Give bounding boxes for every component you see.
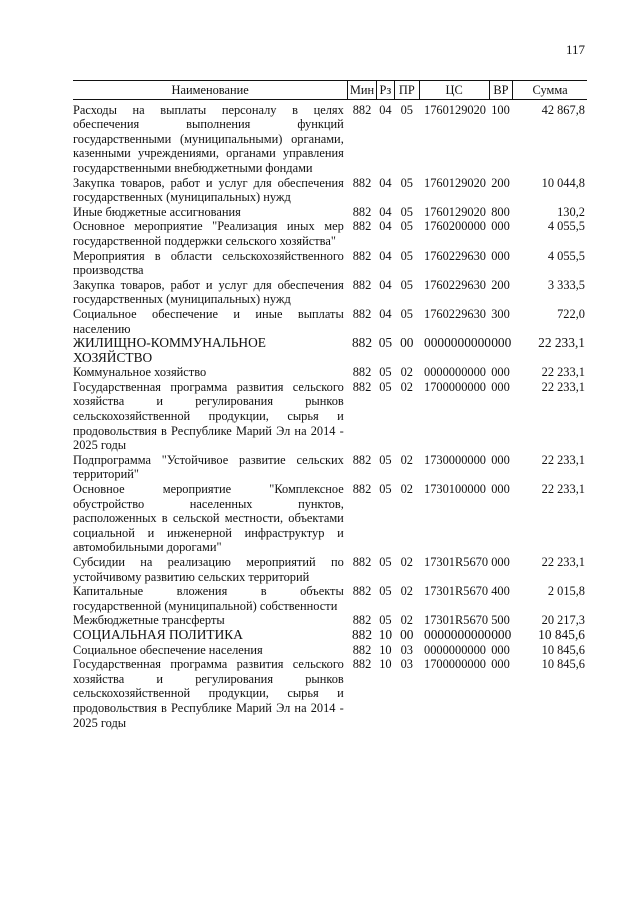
cell-pr: 05 (400, 102, 413, 117)
cell-sum: 22 233,1 (541, 379, 585, 394)
cell-min: 882 (351, 335, 373, 351)
cell-vr: 100 (491, 102, 510, 117)
cell-min: 882 (352, 248, 372, 263)
cell-rz: 04 (379, 306, 392, 321)
table-row (73, 584, 587, 613)
cell-sum: 10 845,6 (541, 642, 585, 657)
cell-cs: 1700000000 (424, 657, 486, 672)
cell-name: ЖИЛИЩНО-КОММУНАЛЬНОЕ ХОЗЯЙСТВО (73, 335, 266, 365)
cell-pr: 02 (400, 365, 413, 380)
table-row (73, 482, 587, 555)
cell-name: Подпрограмма "Устойчивое развитие сельских территорий" (73, 452, 344, 482)
cell-cs: 0000000000 (424, 365, 486, 380)
cell-name: Основное мероприятие "Комплексное обустройство населенных пунктов, расположенных в сельской местности, объектами социальной и инженерной инфраструктур и автомобильными дорогами" (73, 482, 344, 555)
cell-name: Мероприятия в области сельскохозяйственного производства (73, 248, 344, 278)
cell-min: 882 (352, 277, 372, 292)
header-min: Мин (348, 81, 376, 100)
cell-cs: 1760200000 (424, 219, 486, 234)
cell-sum: 10 044,8 (541, 175, 585, 190)
cell-name: Субсидии на реализацию мероприятий по устойчивому развитию сельских территорий (73, 555, 344, 584)
header-vr: ВР (489, 81, 512, 100)
cell-name: СОЦИАЛЬНАЯ ПОЛИТИКА (73, 626, 243, 642)
cell-min: 882 (352, 555, 372, 569)
cell-sum: 2 015,8 (547, 584, 585, 599)
cell-vr: 400 (491, 584, 510, 599)
cell-vr: 000 (491, 452, 510, 467)
cell-pr: 03 (400, 642, 413, 657)
cell-min: 882 (352, 452, 372, 467)
cell-rz: 04 (379, 277, 392, 292)
cell-vr: 500 (491, 613, 510, 628)
budget-table (73, 80, 587, 730)
cell-cs: 0000000000 (424, 626, 491, 642)
cell-vr: 000 (491, 555, 510, 569)
table-row (73, 278, 587, 307)
cell-min: 882 (352, 584, 372, 599)
cell-cs: 17301R5670 (424, 613, 489, 628)
cell-rz: 10 (379, 642, 392, 657)
cell-name: Закупка товаров, работ и услуг для обеспечения государственных (муниципальных) нужд (73, 277, 344, 307)
cell-pr: 05 (400, 175, 413, 190)
cell-sum: 10 845,6 (538, 626, 585, 642)
cell-cs: 0000000000 (424, 335, 491, 351)
cell-sum: 4 055,5 (547, 248, 585, 263)
table-row (73, 99, 587, 175)
cell-cs: 1760229630 (424, 277, 486, 292)
cell-pr: 05 (400, 306, 413, 321)
cell-pr: 02 (400, 452, 413, 467)
cell-min: 882 (352, 175, 372, 190)
table-row (73, 657, 587, 730)
cell-sum: 22 233,1 (541, 555, 585, 569)
header-pr: ПР (395, 81, 419, 100)
cell-name: Капитальные вложения в объекты государственной (муниципальной) собственности (73, 584, 344, 613)
cell-rz: 05 (379, 482, 392, 497)
cell-rz: 10 (378, 626, 393, 642)
cell-vr: 000 (491, 219, 510, 234)
section-row (73, 336, 587, 365)
cell-rz: 05 (379, 555, 392, 569)
table-row (73, 205, 587, 220)
table-row (73, 643, 587, 658)
cell-pr: 05 (400, 204, 413, 219)
page-number: 117 (565, 42, 585, 57)
cell-name: Межбюджетные трансферты (73, 613, 225, 628)
cell-pr: 05 (400, 219, 413, 234)
cell-rz: 05 (379, 613, 392, 628)
table-row (73, 555, 587, 584)
cell-vr: 000 (491, 365, 510, 380)
cell-sum: 3 333,5 (547, 277, 585, 292)
cell-rz: 04 (379, 248, 392, 263)
cell-rz: 05 (379, 365, 392, 380)
table-header-row (73, 81, 587, 100)
cell-pr: 05 (400, 248, 413, 263)
cell-pr: 02 (400, 482, 413, 497)
cell-sum: 130,2 (557, 204, 585, 219)
cell-rz: 10 (379, 657, 392, 672)
cell-sum: 20 217,3 (541, 613, 585, 628)
cell-vr: 800 (491, 204, 510, 219)
section-row (73, 628, 587, 643)
cell-name: Государственная программа развития сельского хозяйства и регулирования рынков сельскохозяйственной продукции, сырья и продовольствия в Республике Марий Эл на 2014 - 2025 годы (73, 379, 344, 453)
cell-vr: 200 (491, 175, 510, 190)
cell-name: Социальное обеспечение населения (73, 642, 263, 657)
table-body (73, 99, 587, 730)
cell-min: 882 (352, 379, 372, 394)
cell-vr: 000 (491, 482, 510, 497)
cell-pr: 02 (400, 555, 413, 569)
cell-pr: 02 (400, 613, 413, 628)
table-row (73, 176, 587, 205)
cell-rz: 04 (379, 204, 392, 219)
cell-sum: 722,0 (557, 306, 585, 321)
cell-min: 882 (352, 613, 372, 628)
cell-sum: 22 233,1 (541, 452, 585, 467)
header-sum: Сумма (513, 81, 587, 100)
cell-rz: 04 (379, 219, 392, 234)
cell-vr: 000 (491, 657, 510, 672)
cell-vr: 000 (491, 379, 510, 394)
header-name: Наименование (73, 81, 348, 100)
cell-min: 882 (351, 626, 373, 642)
cell-pr: 00 (400, 335, 414, 351)
cell-rz: 05 (379, 584, 392, 599)
table-row (73, 613, 587, 628)
cell-name: Расходы на выплаты персоналу в целях обеспечения выполнения функций государственными (муниципальными) органами, казенными учреждениями, органами управления государственными внебюджетными фондами (73, 102, 344, 175)
cell-cs: 1700000000 (424, 379, 486, 394)
cell-rz: 05 (378, 335, 393, 351)
cell-cs: 1760129020 (424, 204, 486, 219)
table-row (73, 453, 587, 482)
cell-cs: 1760229630 (424, 248, 486, 263)
cell-min: 882 (352, 306, 372, 321)
cell-sum: 22 233,1 (541, 482, 585, 497)
cell-vr: 000 (491, 642, 510, 657)
cell-cs: 1730100000 (424, 482, 486, 497)
cell-cs: 17301R5670 (424, 555, 489, 569)
table-row (73, 219, 587, 248)
cell-pr: 02 (400, 379, 413, 394)
cell-rz: 04 (379, 102, 392, 117)
cell-vr: 200 (491, 277, 510, 292)
cell-min: 882 (352, 365, 372, 380)
cell-sum: 22 233,1 (538, 335, 585, 351)
cell-name: Социальное обеспечение и иные выплаты населению (73, 306, 344, 336)
table-row (73, 365, 587, 380)
table-row (73, 307, 587, 336)
cell-cs: 1760129020 (424, 102, 486, 117)
cell-vr: 000 (491, 248, 510, 263)
cell-min: 882 (352, 642, 372, 657)
cell-min: 882 (352, 204, 372, 219)
cell-pr: 05 (400, 277, 413, 292)
cell-vr: 300 (491, 306, 510, 321)
cell-name: Государственная программа развития сельского хозяйства и регулирования рынков сельскохозяйственной продукции, сырья и продовольствия в Республике Марий Эл на 2014 - 2025 годы (73, 657, 344, 730)
cell-name: Основное мероприятие "Реализация иных мер государственной поддержки сельского хозяйства" (73, 219, 344, 248)
cell-pr: 02 (400, 584, 413, 599)
cell-sum: 10 845,6 (541, 657, 585, 672)
cell-min: 882 (352, 482, 372, 497)
cell-sum: 4 055,5 (547, 219, 585, 234)
cell-cs: 1760229630 (424, 306, 486, 321)
cell-min: 882 (352, 657, 372, 672)
cell-rz: 05 (379, 379, 392, 394)
cell-min: 882 (352, 102, 372, 117)
cell-sum: 22 233,1 (541, 365, 585, 380)
cell-vr: 000 (491, 626, 512, 642)
cell-pr: 00 (400, 626, 414, 642)
cell-cs: 1760129020 (424, 175, 486, 190)
cell-cs: 0000000000 (424, 642, 486, 657)
cell-pr: 03 (400, 657, 413, 672)
table-row (73, 380, 587, 453)
cell-rz: 04 (379, 175, 392, 190)
cell-sum: 42 867,8 (541, 102, 585, 117)
cell-min: 882 (352, 219, 372, 234)
cell-name: Иные бюджетные ассигнования (73, 204, 241, 219)
cell-cs: 17301R5670 (424, 584, 489, 599)
cell-name: Закупка товаров, работ и услуг для обеспечения государственных (муниципальных) нужд (73, 175, 344, 205)
cell-name: Коммунальное хозяйство (73, 365, 207, 380)
header-rz: Рз (376, 81, 394, 100)
table-row (73, 249, 587, 278)
cell-vr: 000 (491, 335, 512, 351)
cell-rz: 05 (379, 452, 392, 467)
cell-cs: 1730000000 (424, 452, 486, 467)
header-cs: ЦС (419, 81, 489, 100)
